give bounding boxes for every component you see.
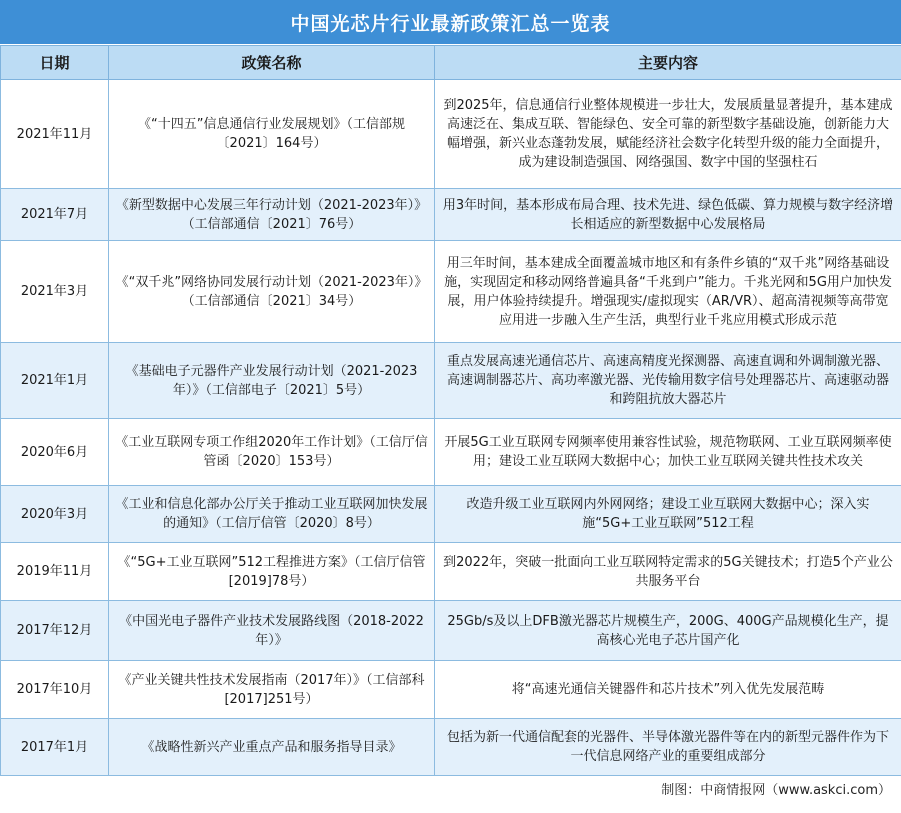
table-row bbox=[1, 241, 901, 343]
row-date: 2017年12月 bbox=[1, 601, 109, 661]
table-row bbox=[1, 601, 901, 661]
table-row bbox=[1, 719, 901, 776]
row-content: 用3年时间，基本形成布局合理、技术先进、绿色低碳、算力规模与数字经济增长相适应的新型数据中心发展格局 bbox=[435, 189, 901, 241]
table-header-row bbox=[1, 46, 901, 80]
row-policy-name: 《“5G+工业互联网”512工程推进方案》（工信厅信管[2019]78号） bbox=[109, 543, 435, 601]
row-policy-name: 《“双千兆”网络协同发展行动计划（2021-2023年）》（工信部通信〔2021〕34号） bbox=[109, 241, 435, 343]
row-content: 重点发展高速光通信芯片、高速高精度光探测器、高速直调和外调制激光器、高速调制器芯片、高功率激光器、光传输用数字信号处理器芯片、高速驱动器和跨阻抗放大器芯片 bbox=[435, 343, 901, 419]
row-policy-name: 《战略性新兴产业重点产品和服务指导目录》 bbox=[109, 719, 435, 776]
row-policy-name: 《中国光电子器件产业技术发展路线图（2018-2022年）》 bbox=[109, 601, 435, 661]
row-policy-name: 《新型数据中心发展三年行动计划（2021-2023年）》（工信部通信〔2021〕76号） bbox=[109, 189, 435, 241]
table-row bbox=[1, 419, 901, 486]
row-date: 2017年10月 bbox=[1, 661, 109, 719]
row-content: 将“高速光通信关键器件和芯片技术”列入优先发展范畴 bbox=[435, 661, 901, 719]
table-row bbox=[1, 543, 901, 601]
header-policy-name: 政策名称 bbox=[109, 46, 435, 80]
policy-table bbox=[0, 45, 901, 776]
row-content: 改造升级工业互联网内外网网络；建设工业互联网大数据中心；深入实施“5G+工业互联网”512工程 bbox=[435, 486, 901, 543]
row-policy-name: 《产业关键共性技术发展指南（2017年）》（工信部科[2017]251号） bbox=[109, 661, 435, 719]
row-content: 到2025年，信息通信行业整体规模进一步壮大，发展质量显著提升，基本建成高速泛在、集成互联、智能绿色、安全可靠的新型数字基础设施，创新能力大幅增强，新兴业态蓬勃发展，赋能经济社会数字化转型升级的能力全面提升，成为建设制造强国、网络强国、数字中国的坚强柱石 bbox=[435, 80, 901, 189]
table-row bbox=[1, 80, 901, 189]
row-policy-name: 《“十四五”信息通信行业发展规划》（工信部规〔2021〕164号） bbox=[109, 80, 435, 189]
source-credit: 制图：中商情报网（www.askci.com） bbox=[661, 782, 891, 798]
row-date: 2020年6月 bbox=[1, 419, 109, 486]
row-policy-name: 《工业互联网专项工作组2020年工作计划》（工信厅信管函〔2020〕153号） bbox=[109, 419, 435, 486]
header-main-content: 主要内容 bbox=[435, 46, 901, 80]
header-date: 日期 bbox=[1, 46, 109, 80]
table-row bbox=[1, 661, 901, 719]
row-date: 2017年1月 bbox=[1, 719, 109, 776]
row-content: 用三年时间，基本建成全面覆盖城市地区和有条件乡镇的“双千兆”网络基础设施，实现固定和移动网络普遍具备“千兆到户”能力。千兆光网和5G用户加快发展，用户体验持续提升。增强现实/虚拟现实（AR/VR）、超高清视频等高带宽应用进一步融入生产生活，典型行业千兆应用模式形成示范 bbox=[435, 241, 901, 343]
row-date: 2019年11月 bbox=[1, 543, 109, 601]
row-content: 包括为新一代通信配套的光器件、半导体激光器件等在内的新型元器件作为下一代信息网络产业的重要组成部分 bbox=[435, 719, 901, 776]
row-date: 2021年1月 bbox=[1, 343, 109, 419]
table-row bbox=[1, 343, 901, 419]
row-content: 到2022年，突破一批面向工业互联网特定需求的5G关键技术；打造5个产业公共服务平台 bbox=[435, 543, 901, 601]
table-row bbox=[1, 189, 901, 241]
row-content: 25Gb/s及以上DFB激光器芯片规模生产，200G、400G产品规模化生产，提高核心光电子芯片国产化 bbox=[435, 601, 901, 661]
row-content: 开展5G工业互联网专网频率使用兼容性试验，规范物联网、工业互联网频率使用；建设工业互联网大数据中心；加快工业互联网关键共性技术攻关 bbox=[435, 419, 901, 486]
table-row bbox=[1, 486, 901, 543]
row-policy-name: 《工业和信息化部办公厅关于推动工业互联网加快发展的通知》（工信厅信管〔2020〕8号） bbox=[109, 486, 435, 543]
table-title: 中国光芯片行业最新政策汇总一览表 bbox=[0, 0, 901, 45]
row-date: 2021年11月 bbox=[1, 80, 109, 189]
row-date: 2021年7月 bbox=[1, 189, 109, 241]
row-date: 2020年3月 bbox=[1, 486, 109, 543]
row-policy-name: 《基础电子元器件产业发展行动计划（2021-2023年）》（工信部电子〔2021〕5号） bbox=[109, 343, 435, 419]
row-date: 2021年3月 bbox=[1, 241, 109, 343]
